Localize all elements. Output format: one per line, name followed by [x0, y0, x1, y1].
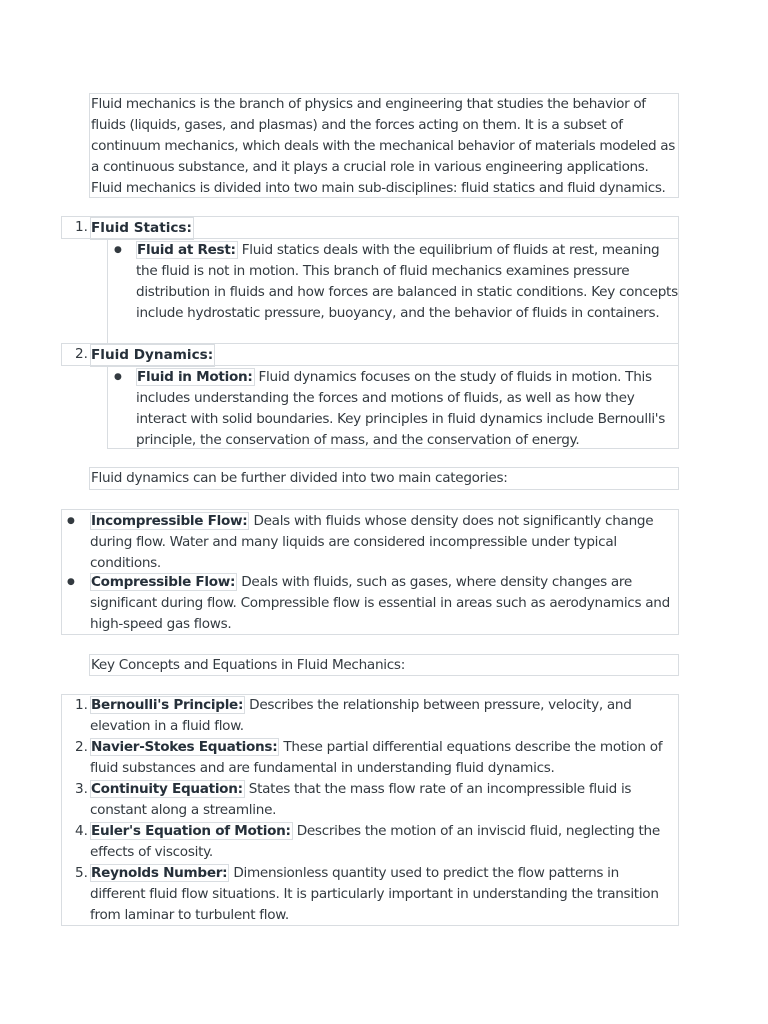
list-number: 2. — [75, 346, 88, 362]
list-number: 3. — [75, 781, 88, 797]
category-label: Incompressible Flow: — [91, 513, 248, 529]
intro-paragraph — [89, 93, 679, 198]
discipline-sublist-statics — [107, 238, 679, 344]
sub-item-text — [136, 240, 678, 324]
bullet-icon: ● — [114, 245, 122, 255]
category-description: Deals with fluids whose density does not significantly change during flow. Water and many liquids are considered incompressible under typical conditions. — [90, 513, 654, 571]
category-text — [90, 572, 678, 635]
list-number: 1. — [75, 219, 88, 235]
sub-item-description: Fluid statics deals with the equilibrium of fluids at rest, meaning the fluid is not in motion. This branch of fluid mechanics examines pressure distribution in fluids and how forces are balanced in static conditions. Key concepts include hydrostatic pressure, buoyancy, and the behavior of fluids in containers. — [136, 242, 678, 321]
bullet-icon: ● — [67, 516, 75, 526]
sub-item-label: Fluid in Motion: — [137, 369, 253, 385]
discipline-title: Fluid Statics: — [90, 217, 194, 240]
bullet-icon: ● — [67, 577, 75, 587]
list-number: 5. — [75, 865, 88, 881]
category-label: Compressible Flow: — [91, 574, 236, 590]
concepts-list — [61, 694, 679, 926]
discipline-sublist-dynamics — [107, 365, 679, 449]
concept-text — [90, 737, 678, 779]
concept-label: Reynolds Number: — [91, 865, 228, 881]
concept-label: Navier-Stokes Equations: — [91, 739, 278, 755]
concept-description: Describes the relationship between pressure, velocity, and elevation in a fluid flow. — [90, 697, 632, 734]
concept-text — [90, 779, 678, 821]
sub-item-text — [136, 367, 678, 451]
concept-text — [90, 821, 678, 863]
categories-intro-text: Fluid dynamics can be further divided into two main categories: — [91, 470, 508, 486]
intro-text: Fluid mechanics is the branch of physics and engineering that studies the behavior of fluids (liquids, gases, and plasmas) and the forces acting on them. It is a subset of continuum mechanics, which deals with the mechanical behavior of materials modeled as a continuous substance, and it plays a crucial role in various engineering applications. Fluid mechanics is divided into two main sub-disciplines: fluid statics and fluid dynamics. — [91, 96, 675, 196]
concept-label: Continuity Equation: — [91, 781, 243, 797]
concept-text — [90, 863, 678, 926]
concept-label: Bernoulli's Principle: — [91, 697, 244, 713]
concept-description: These partial differential equations describe the motion of fluid substances and are fundamental in understanding fluid dynamics. — [90, 739, 663, 776]
discipline-item-statics — [61, 216, 679, 239]
concept-description: Dimensionless quantity used to predict the flow patterns in different fluid flow situations. It is particularly important in understanding the transition from laminar to turbulent flow. — [90, 865, 659, 923]
categories-intro — [89, 467, 679, 490]
category-description: Deals with fluids, such as gases, where density changes are significant during flow. Compressible flow is essential in areas such as aerodynamics and high-speed gas flows. — [90, 574, 670, 632]
discipline-title: Fluid Dynamics: — [90, 344, 215, 367]
concept-description: Describes the motion of an inviscid fluid, neglecting the effects of viscosity. — [90, 823, 660, 860]
list-number: 4. — [75, 823, 88, 839]
list-number: 2. — [75, 739, 88, 755]
category-text — [90, 511, 678, 574]
concept-text — [90, 695, 678, 737]
discipline-item-dynamics — [61, 343, 679, 366]
concept-description: States that the mass flow rate of an incompressible fluid is constant along a streamline. — [90, 781, 632, 818]
sub-item-label: Fluid at Rest: — [137, 242, 236, 258]
concept-label: Euler's Equation of Motion: — [91, 823, 291, 839]
concepts-intro — [89, 654, 679, 676]
list-number: 1. — [75, 697, 88, 713]
bullet-icon: ● — [114, 372, 122, 382]
sub-item-description: Fluid dynamics focuses on the study of fluids in motion. This includes understanding the forces and motions of fluids, as well as how they interact with solid boundaries. Key principles in fluid dynamics include Bernoulli's principle, the conservation of mass, and the conservation of energy. — [136, 369, 666, 448]
concepts-intro-text: Key Concepts and Equations in Fluid Mechanics: — [91, 657, 405, 673]
categories-list — [61, 509, 679, 635]
